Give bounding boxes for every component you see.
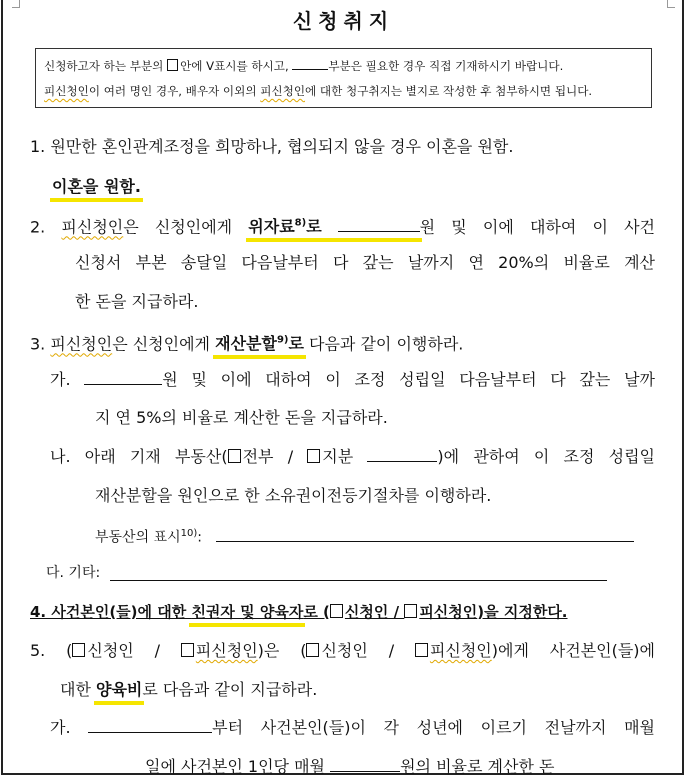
claim-item-5-ga: 가. 부터 사건본인(들)이 각 성년에 이르기 전날까지 매월 [50,718,655,737]
claim-item-3-na: 나. 아래 기재 부동산( 전부 / 지분 )에 관하여 이 조정 성립일 [50,447,656,466]
share-blank[interactable] [367,461,437,462]
checkbox-respondent[interactable] [404,604,417,618]
checkbox-applicant-1[interactable] [72,643,85,657]
claim-item-3-da: 다. 기타: [46,565,101,581]
claim-item-2: 2. 피신청인은 신청인에게 위자료$^{8)}$로 원 및 이에 대하여 이 사건 [30,217,655,237]
blank-line [292,69,328,70]
claim-item-1-answer: 이혼을 원함. [52,177,141,196]
page-title: 신청취지 [292,9,395,33]
checkbox-applicant-2[interactable] [306,643,319,657]
claim-item-2-cont-1: 신청서 부본 송달일 다음날부터 다 갚는 날까지 연 20%의 비율로 계산 [75,253,655,272]
claim-item-5: 5. ( 신청인 / 피신청인)은 ( 신청인 / 피신청인)에게 사건본인(들)에 [30,641,655,660]
checkbox-respondent-2[interactable] [415,643,428,657]
checkbox-respondent-1[interactable] [181,643,194,657]
instruction-line-1: 신청하고자 하는 부분의 안에 V표시를 하시고, 부분은 필요한 경우 직접 기재하시기 바랍니다. [44,59,564,73]
claim-item-3-ga-cont: 지 연 5%의 비율로 계산한 돈을 지급하라. [95,408,388,427]
claim-item-4: 4. 사건본인(들)에 대한 친권자 및 양육자로 ( 신청인 / 피신청인)을 지정한다. [30,603,568,621]
checkbox-entire[interactable] [228,449,241,463]
instruction-box [35,48,652,108]
claim-item-1: 1. 원만한 혼인관계조정을 희망하나, 협의되지 않을 경우 이혼을 원함. [30,137,514,156]
claim-item-5-cont: 대한 양육비로 다음과 같이 지급하라. [60,680,318,699]
claim-item-3: 3. 피신청인은 신청인에게 재산분할$^{9)}$로 다음과 같이 이행하라. [30,334,464,354]
amount-blank[interactable] [338,231,420,232]
property-field[interactable] [216,541,634,542]
amount-blank[interactable] [84,384,162,385]
property-description: 부동산의 표시$^{10)}$: [95,528,202,546]
claim-item-5-ga-cont: 일에 사건본인 1인당 매월 원의 비율로 계산한 돈 [145,757,555,776]
date-blank[interactable] [88,732,212,733]
claim-item-3-ga: 가. 원 및 이에 대하여 이 조정 성립일 다음날부터 다 갚는 날까 [50,370,655,389]
checkbox-applicant[interactable] [330,604,343,618]
claim-item-2-cont-2: 한 돈을 지급하라. [75,292,199,311]
claim-item-3-na-cont: 재산분할을 원인으로 한 소유권이전등기절차를 이행하라. [95,486,492,505]
checkbox-icon [167,59,178,71]
other-field[interactable] [110,580,607,581]
checkbox-share[interactable] [307,449,320,463]
amount-blank[interactable] [330,771,400,772]
instruction-line-2: 피신청인이 여러 명인 경우, 배우자 이외의 피신청인에 대한 청구취지는 별지로 작성한 후 첨부하시면 됩니다. [44,84,593,98]
